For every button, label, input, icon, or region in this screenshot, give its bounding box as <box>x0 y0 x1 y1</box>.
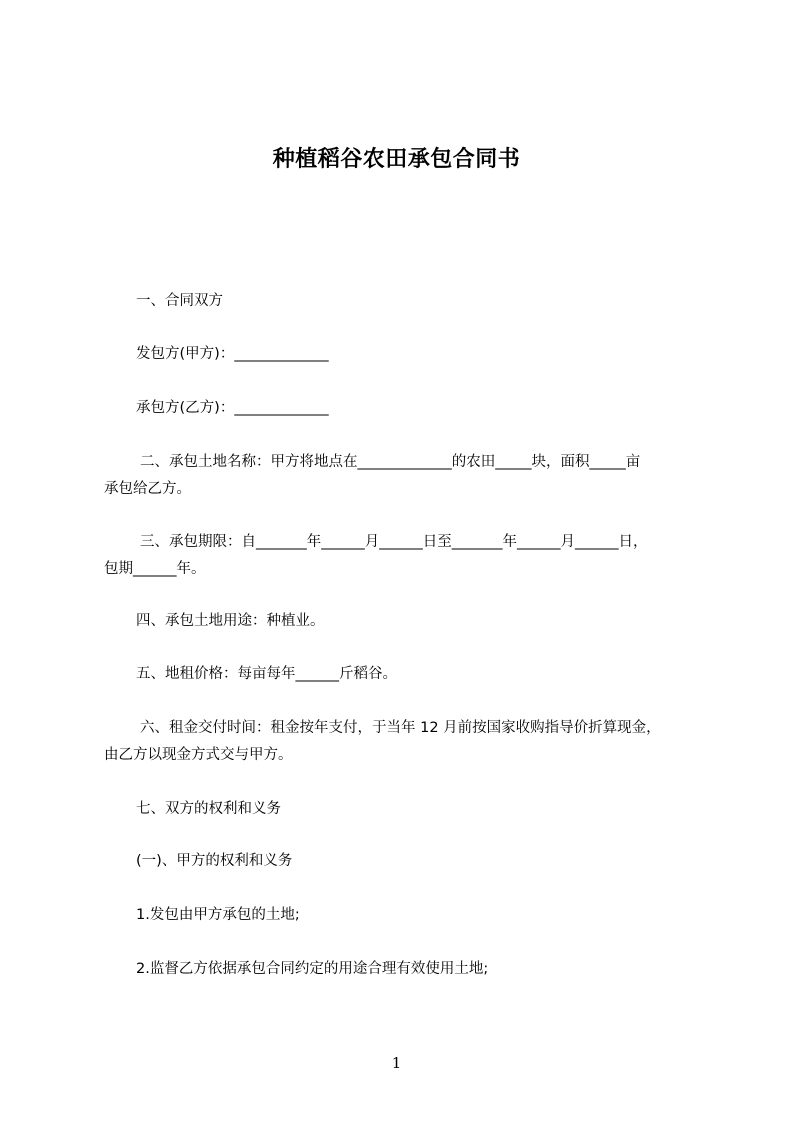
section-2-line-1: 二、承包土地名称：甲方将地点在_____________的农田_____块，面积_____亩 <box>140 454 641 470</box>
page-number: 1 <box>391 1054 402 1072</box>
party-a-line: 发包方(甲方)：_____________ <box>136 346 329 362</box>
section-5-line: 五、地租价格：每亩每年______斤稻谷。 <box>136 666 397 682</box>
party-b-line: 承包方(乙方)：_____________ <box>136 400 329 416</box>
section-6-line-2: 由乙方以现金方式交与甲方。 <box>104 747 293 763</box>
section-4-line: 四、承包土地用途：种植业。 <box>136 613 325 629</box>
section-6-line-1: 六、租金交付时间：租金按年支付，于当年 12 月前按国家收购指导价折算现金， <box>140 720 661 736</box>
section-7-heading: 七、双方的权利和义务 <box>136 801 281 817</box>
document-title: 种植稻谷农田承包合同书 <box>272 147 521 172</box>
section-7-item-2: 2.监督乙方依据承包合同约定的用途合理有效使用土地; <box>136 961 489 977</box>
section-1-heading: 一、合同双方 <box>136 293 223 309</box>
section-7-item-1: 1.发包由甲方承包的土地; <box>136 907 300 923</box>
section-7-subheading-1: (一)、甲方的权利和义务 <box>136 853 293 869</box>
section-3-line-1: 三、承包期限：自_______年______月______日至_______年______月______日， <box>140 534 648 550</box>
section-2-line-2: 承包给乙方。 <box>104 481 191 497</box>
section-3-line-2: 包期______年。 <box>104 561 206 577</box>
